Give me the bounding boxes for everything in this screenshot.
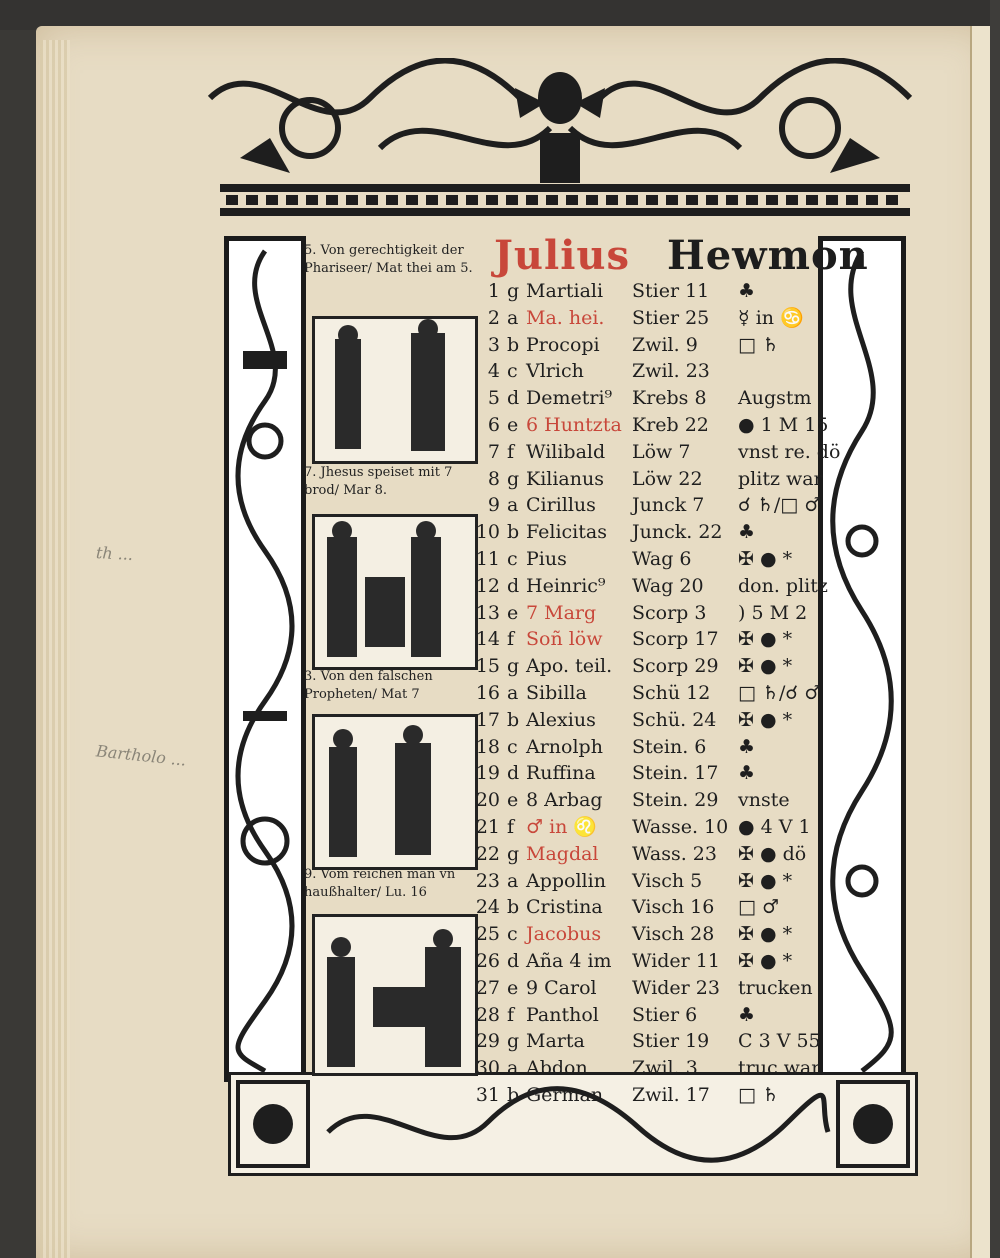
- dominical-letter: e: [507, 413, 519, 436]
- saint-name: Jacobus: [526, 923, 602, 946]
- dominical-letter: d: [507, 762, 520, 785]
- astro-note: plitz war: [738, 467, 823, 490]
- day-number: 16: [475, 681, 500, 704]
- saint-name: Abdon: [526, 1057, 588, 1080]
- day-number: 14: [475, 628, 500, 651]
- astro-note: ✠ ● *: [738, 949, 793, 972]
- zodiac-sign: Wider 11: [632, 949, 720, 972]
- zodiac-sign: Löw 7: [632, 440, 691, 463]
- day-number: 3: [487, 333, 500, 356]
- calendar-row: [474, 760, 818, 787]
- zodiac-sign: Junck 7: [632, 494, 705, 517]
- zodiac-sign: Wasse. 10: [632, 815, 729, 838]
- dominical-letter: g: [507, 467, 520, 490]
- saint-name: ♂ in ♌: [526, 815, 598, 838]
- calendar-row: [474, 439, 841, 466]
- saint-name: Cristina: [526, 896, 603, 919]
- day-number: 1: [487, 280, 500, 302]
- dominical-letter: c: [507, 547, 518, 570]
- day-number: 31: [475, 1083, 500, 1106]
- dominical-letter: g: [507, 842, 520, 865]
- calendar-row: [474, 358, 818, 385]
- astro-note: ● 1 M 15: [738, 413, 829, 436]
- saint-name: Aña 4 im: [526, 949, 612, 972]
- dominical-letter: c: [507, 735, 518, 758]
- saint-name: Panthol: [526, 1003, 599, 1026]
- handwritten-margin-note: Bartholo ...: [95, 741, 188, 770]
- day-number: 18: [475, 735, 500, 758]
- day-number: 2: [487, 306, 500, 329]
- astro-note: □ ♄/☌ ♂: [738, 681, 822, 704]
- astro-note: trucken: [738, 976, 813, 999]
- astro-note: C 3 V 55: [738, 1030, 821, 1053]
- woodcut-illustration: [312, 714, 478, 870]
- day-number: 15: [475, 655, 500, 678]
- day-number: 22: [475, 842, 500, 865]
- dominical-letter: e: [507, 789, 519, 812]
- astro-note: ♣: [738, 762, 756, 785]
- gospel-caption: 9. Vom reichen mañ vñ haußhalter/ Lu. 16: [304, 867, 456, 900]
- zodiac-sign: Zwil. 23: [632, 360, 710, 383]
- zodiac-sign: Kreb 22: [632, 413, 709, 436]
- dominical-letter: b: [507, 708, 520, 731]
- day-number: 24: [475, 896, 500, 919]
- day-number: 23: [475, 869, 500, 892]
- saint-name: Soñ löw: [526, 628, 603, 651]
- day-number: 17: [475, 708, 500, 731]
- saint-name: German: [526, 1083, 604, 1106]
- saint-name: Martiali: [526, 280, 604, 302]
- dominical-letter: f: [507, 1003, 515, 1026]
- astro-note: ✠ ● *: [738, 869, 793, 892]
- dominical-letter: a: [507, 306, 519, 329]
- saint-name: Sibilla: [526, 681, 587, 704]
- calendar-row: [474, 653, 818, 680]
- saint-name: 9 Carol: [526, 976, 597, 999]
- dominical-letter: a: [507, 1057, 519, 1080]
- astro-note: ♣: [738, 1003, 756, 1026]
- astro-note: ✠ ● *: [738, 708, 793, 731]
- calendar-row: [474, 600, 818, 627]
- dominical-letter: b: [507, 521, 520, 544]
- ornamental-top-border: [200, 58, 920, 228]
- zodiac-sign: Stein. 17: [632, 762, 719, 785]
- day-number: 11: [475, 547, 500, 570]
- astro-note: ♣: [738, 735, 756, 758]
- dominical-letter: c: [507, 923, 518, 946]
- saint-name: Apo. teil.: [526, 655, 613, 678]
- zodiac-sign: Scorp 3: [632, 601, 707, 624]
- saint-name: Marta: [526, 1030, 585, 1053]
- calendar-row: [474, 1082, 818, 1109]
- astro-note: ✠ ● *: [738, 547, 793, 570]
- astro-note: ✠ ● *: [738, 923, 793, 946]
- day-number: 6: [487, 413, 500, 436]
- zodiac-sign: Stier 6: [632, 1003, 698, 1026]
- day-number: 30: [475, 1057, 500, 1080]
- handwritten-margin-note: th ...: [95, 543, 134, 564]
- zodiac-sign: Visch 28: [632, 923, 715, 946]
- day-number: 26: [475, 949, 500, 972]
- day-number: 7: [487, 440, 500, 463]
- astro-note: ☌ ♄/□ ♂: [738, 494, 822, 517]
- zodiac-sign: Krebs 8: [632, 387, 707, 410]
- astro-note: vnst re. dö: [738, 440, 841, 463]
- calendar-row: [474, 466, 823, 493]
- astro-note: ♣: [738, 280, 756, 302]
- saint-name: Ruffina: [526, 762, 596, 785]
- day-number: 10: [475, 521, 500, 544]
- calendar-row: [474, 787, 818, 814]
- saint-name: Wilibald: [526, 440, 606, 463]
- astro-note: don. plitz: [738, 574, 828, 597]
- calendar-row: [474, 975, 818, 1002]
- astro-note: ● 4 V 1: [738, 815, 811, 838]
- day-number: 20: [475, 789, 500, 812]
- zodiac-sign: Schü 12: [632, 681, 711, 704]
- dominical-letter: g: [507, 1030, 520, 1053]
- day-number: 12: [475, 574, 500, 597]
- day-number: 8: [487, 467, 500, 490]
- saint-name: Alexius: [526, 708, 596, 731]
- ornamental-right-column: [818, 236, 906, 1082]
- woodcut-illustration: [312, 914, 478, 1076]
- calendar-row: [474, 814, 818, 841]
- day-number: 4: [487, 360, 500, 383]
- zodiac-sign: Stein. 29: [632, 789, 719, 812]
- dominical-letter: b: [507, 896, 520, 919]
- zodiac-sign: Wag 6: [632, 547, 692, 570]
- dominical-letter: d: [507, 949, 520, 972]
- calendar-row: [474, 546, 818, 573]
- zodiac-sign: Scorp 29: [632, 655, 719, 678]
- gospel-caption: 3. Von den falschen Propheten/ Mat 7: [304, 669, 433, 702]
- astro-note: □ ♂: [738, 896, 780, 919]
- saint-name: 6 Huntzta: [526, 413, 622, 436]
- background-right: [990, 0, 1000, 1258]
- day-number: 28: [475, 1003, 500, 1026]
- saint-name: Demetri⁹: [526, 387, 613, 410]
- dominical-letter: b: [507, 1083, 520, 1106]
- calendar-table: [474, 278, 841, 1109]
- page-edges: [40, 40, 70, 1258]
- astro-note: ✠ ● dö: [738, 842, 807, 865]
- dominical-letter: a: [507, 869, 519, 892]
- astro-note: Augstm: [738, 387, 812, 410]
- dominical-letter: a: [507, 494, 519, 517]
- saint-name: Arnolph: [526, 735, 603, 758]
- day-number: 13: [475, 601, 500, 624]
- zodiac-sign: Zwil. 17: [632, 1083, 710, 1106]
- saint-name: Procopi: [526, 333, 600, 356]
- saint-name: Vlrich: [526, 360, 584, 383]
- woodcut-illustration: [312, 316, 478, 464]
- calendar-row: [474, 1028, 821, 1055]
- astro-note: ✠ ● *: [738, 655, 793, 678]
- calendar-row: [474, 707, 818, 734]
- calendar-row: [474, 412, 829, 439]
- zodiac-sign: Scorp 17: [632, 628, 719, 651]
- dominical-letter: e: [507, 601, 519, 624]
- astro-note: truc war: [738, 1057, 821, 1080]
- saint-name: Cirillus: [526, 494, 596, 517]
- calendar-row: [474, 868, 818, 895]
- astro-note: ) 5 M 2: [738, 601, 808, 624]
- calendar-row: [474, 734, 818, 761]
- calendar-row: [474, 1002, 818, 1029]
- zodiac-sign: Visch 16: [632, 896, 715, 919]
- day-number: 27: [475, 976, 500, 999]
- astro-note: ☿ in ♋: [738, 306, 804, 329]
- month-german: Hewmon: [666, 232, 869, 279]
- dominical-letter: f: [507, 628, 515, 651]
- calendar-row: [474, 921, 818, 948]
- zodiac-sign: Wider 23: [632, 976, 720, 999]
- day-number: 5: [487, 387, 500, 410]
- calendar-row: [474, 626, 818, 653]
- saint-name: Appollin: [526, 869, 606, 892]
- zodiac-sign: Schü. 24: [632, 708, 717, 731]
- day-number: 19: [475, 762, 500, 785]
- zodiac-sign: Zwil. 9: [632, 333, 698, 356]
- astro-note: ♣: [738, 521, 756, 544]
- zodiac-sign: Stier 25: [632, 306, 710, 329]
- zodiac-sign: Stier 11: [632, 280, 710, 302]
- dominical-letter: a: [507, 681, 519, 704]
- dominical-letter: e: [507, 976, 519, 999]
- astro-note: ✠ ● *: [738, 628, 793, 651]
- calendar-row: [474, 1055, 821, 1082]
- dominical-letter: d: [507, 574, 520, 597]
- calendar-row: [474, 519, 818, 546]
- calendar-row: [474, 278, 818, 305]
- calendar-row: [474, 573, 828, 600]
- ornamental-left-column: [224, 236, 306, 1082]
- saint-name: Ma. hei.: [526, 306, 605, 329]
- zodiac-sign: Visch 5: [632, 869, 703, 892]
- calendar-row: [474, 385, 818, 412]
- astro-note: vnste: [738, 789, 790, 812]
- day-number: 21: [475, 815, 500, 838]
- astro-note: □ ♄: [738, 333, 780, 356]
- gospel-caption: 5. Von gerechtigkeit der Phariseer/ Mat thei am 5.: [304, 243, 473, 276]
- saint-name: Magdal: [526, 842, 599, 865]
- saint-name: Kilianus: [526, 467, 604, 490]
- saint-name: 7 Marg: [526, 601, 597, 624]
- dominical-letter: d: [507, 387, 520, 410]
- dominical-letter: f: [507, 440, 515, 463]
- day-number: 25: [475, 923, 500, 946]
- dominical-letter: f: [507, 815, 515, 838]
- gospel-caption: 7. Jhesus speiset mit 7 brod/ Mar 8.: [304, 465, 453, 498]
- calendar-row: [474, 492, 822, 519]
- saint-name: Felicitas: [526, 521, 607, 544]
- dominical-letter: b: [507, 333, 520, 356]
- calendar-row: [474, 305, 818, 332]
- zodiac-sign: Junck. 22: [632, 521, 723, 544]
- month-title: [494, 232, 869, 279]
- zodiac-sign: Löw 22: [632, 467, 703, 490]
- astro-note: □ ♄: [738, 1083, 780, 1106]
- zodiac-sign: Wag 20: [632, 574, 704, 597]
- dominical-letter: c: [507, 360, 518, 383]
- saint-name: Heinric⁹: [526, 574, 606, 597]
- zodiac-sign: Zwil. 3: [632, 1057, 698, 1080]
- month-latin: Julius: [494, 232, 630, 279]
- calendar-row: [474, 841, 818, 868]
- saint-name: Pius: [526, 547, 567, 570]
- calendar-row: [474, 680, 822, 707]
- calendar-row: [474, 894, 818, 921]
- calendar-row: [474, 948, 818, 975]
- zodiac-sign: Stier 19: [632, 1030, 710, 1053]
- dominical-letter: g: [507, 655, 520, 678]
- zodiac-sign: Wass. 23: [632, 842, 717, 865]
- calendar-row: [474, 332, 818, 359]
- woodcut-illustration: [312, 514, 478, 670]
- dominical-letter: g: [507, 280, 520, 302]
- zodiac-sign: Stein. 6: [632, 735, 707, 758]
- day-number: 9: [487, 494, 500, 517]
- saint-name: 8 Arbag: [526, 789, 603, 812]
- day-number: 29: [475, 1030, 500, 1053]
